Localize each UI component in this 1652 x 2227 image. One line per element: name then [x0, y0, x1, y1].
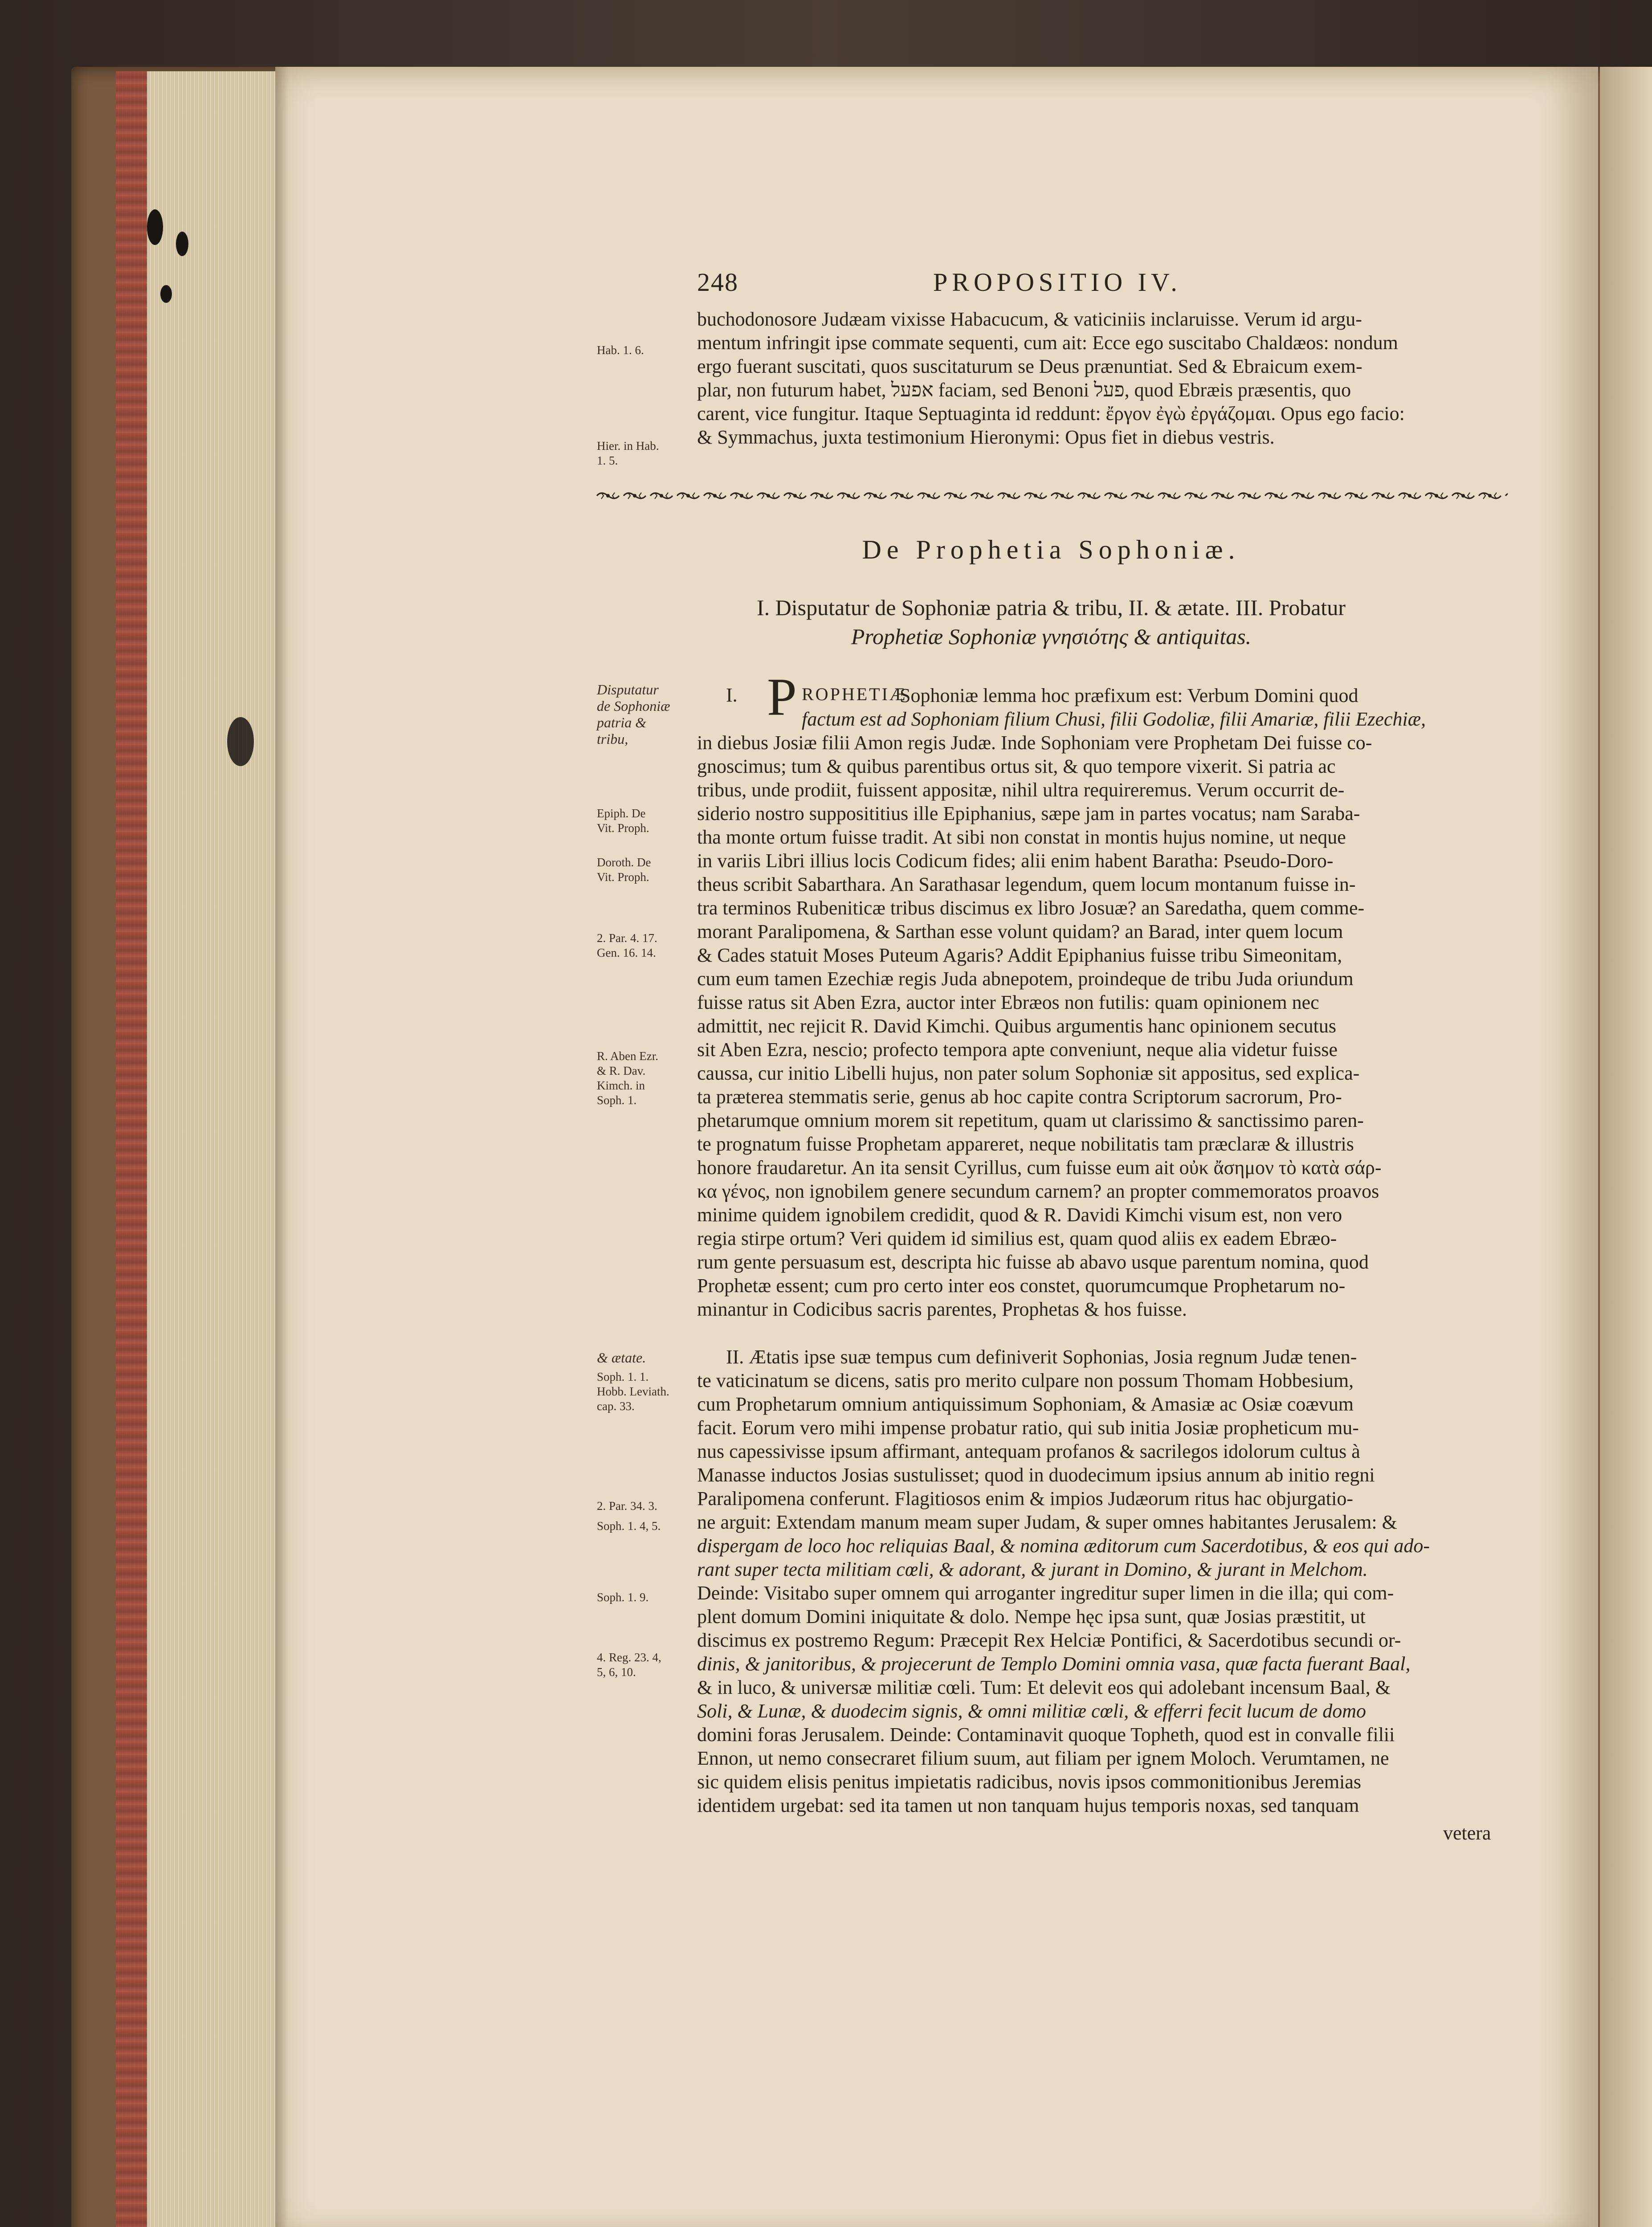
- first-word-small-caps: ROPHETIÆ: [802, 684, 907, 704]
- margin-note-line: Vit. Proph.: [597, 821, 649, 835]
- facing-page-edge: [1600, 67, 1652, 2227]
- text-line: te prognatum fuisse Prophetam appareret, neque nobilitatis tam præclaræ & illustris: [697, 1133, 1354, 1155]
- text-line: tribus, unde prodiit, fuissent appositæ, nihil ultra requireremus. Verum occurrit de-: [697, 779, 1345, 801]
- text-line: domini foras Jerusalem. Deinde: Contaminavit quoque Topheth, quod est in convalle filii: [697, 1724, 1395, 1746]
- text-line: sit Aben Ezra, nescio; profecto tempora apte conveniunt, neque alia videtur fuisse: [697, 1039, 1338, 1060]
- text-line: tra terminos Rubeniticæ tribus discimus ex libro Josuæ? an Saredatha, quem comme-: [697, 897, 1365, 919]
- ornament-band: [595, 489, 1508, 502]
- text-line: rant super tecta militiam cœli, & adorant, & jurant in Domino, & jurant in Melchom.: [697, 1558, 1368, 1580]
- page-number: 248: [697, 268, 738, 297]
- margin-note-line: Epiph. De: [597, 807, 646, 820]
- text-line: cum eum tamen Ezechiæ regis Juda abnepotem, proindeque de tribu Juda oriundum: [697, 968, 1354, 990]
- section-title: De Prophetia Sophoniæ.: [862, 535, 1240, 564]
- text-line: ergo fuerant suscitati, quos suscitaturum se Deus prænuntiat. Sed & Ebraicum exem-: [697, 355, 1362, 377]
- text-line: rum gente persuasum est, descripta hic fuisse ab abavo usque parentum nomina, quod: [697, 1251, 1369, 1273]
- text-line: morant Paralipomena, & Sarthan esse volunt quidam? an Barad, inter quem locum: [697, 921, 1343, 942]
- margin-note: [597, 855, 686, 885]
- text-line: identidem urgebat: sed ita tamen ut non tanquam hujus temporis noxas, sed tanquam: [697, 1795, 1359, 1816]
- text-line: caussa, cur initio Libelli hujus, non pater solum Sophoniæ sit appositus, sed explica-: [697, 1062, 1360, 1084]
- text-line: Paralipomena conferunt. Flagitiosos enim & impios Judæorum ritus hac objurgatio-: [697, 1488, 1353, 1509]
- ink-blot: [160, 285, 172, 303]
- margin-note-line: 4. Reg. 23. 4,: [597, 1651, 661, 1664]
- margin-note: [597, 1590, 686, 1605]
- text-line: gnoscimus; tum & quibus parentibus ortus sit, & quo tempore vixerit. Si patria ac: [697, 755, 1336, 777]
- text-line: cum Prophetarum omnium antiquissimum Sophoniam, & Amasiæ ac Osiæ coævum: [697, 1393, 1354, 1415]
- paragraph-number: I.: [726, 684, 738, 706]
- text-line: factum est ad Sophoniam filium Chusi, filii Godoliæ, filii Amariæ, filii Ezechiæ,: [802, 708, 1426, 730]
- margin-note-line: Vit. Proph.: [597, 870, 649, 884]
- margin-note: [597, 1499, 686, 1513]
- text-line: dispergam de loco hoc reliquias Baal, & nomina æditorum cum Sacerdotibus, & eos qui ado-: [697, 1535, 1430, 1557]
- text-line: Ennon, ut nemo consecraret filium suum, aut filiam per ignem Moloch. Verumtamen, ne: [697, 1747, 1389, 1769]
- margin-note-line: R. Aben Ezr.: [597, 1049, 658, 1063]
- text-line: Soli, & Lunæ, & duodecim signis, & omni militiæ cœli, & efferri fecit lucum de domo: [697, 1700, 1366, 1722]
- text-line: II. Ætatis ipse suæ tempus cum definiverit Sophonias, Josia regnum Judæ tenen-: [726, 1346, 1357, 1368]
- margin-note-line: Gen. 16. 14.: [597, 946, 656, 959]
- text-line: theus scribit Sabarthara. An Sarathasar legendum, quem locum montanum fuisse in-: [697, 873, 1356, 895]
- catchword: vetera: [1443, 1822, 1491, 1844]
- margin-note: 1. 5.: [597, 454, 618, 467]
- text-line: ta præterea stemmatis serie, genus ab hoc capite contra Scriptorum sacrorum, Pro-: [697, 1086, 1342, 1108]
- margin-note-line: 2. Par. 34. 3.: [597, 1499, 657, 1513]
- text-line: facit. Eorum vero mihi impense probatur ratio, qui sub initia Josiæ propheticum mu-: [697, 1417, 1359, 1439]
- text-line: Deinde: Visitabo super omnem qui arroganter ingreditur super limen in die illa; qui com-: [697, 1582, 1394, 1604]
- text-line: siderio nostro supposititius ille Epiphanius, sæpe jam in partes vocatus; nam Saraba-: [697, 803, 1360, 824]
- text-line: Sophoniæ lemma hoc præfixum est: Verbum Domini quod: [900, 685, 1358, 706]
- text-line: te vaticinatum se dicens, satis pro merito culpare non possum Thomam Hobbesium,: [697, 1370, 1354, 1391]
- text-line: mentum infringit ipse commate sequenti, cum ait: Ecce ego suscitabo Chaldæos: nondum: [697, 332, 1398, 354]
- margin-note: [597, 1370, 686, 1414]
- text-line: nus capessivisse ipsum affirmant, antequam profanos & sacrilegos idolorum cultus à: [697, 1440, 1360, 1462]
- text-line: tha monte ortum fuisse tradit. At sibi non constat in montis hujus nomine, ut neque: [697, 826, 1346, 848]
- page-gutter-shadow: [275, 67, 289, 2227]
- text-line: minime quidem ignobilem credidit, quod & R. Davidi Kimchi visum est, non vero: [697, 1204, 1342, 1226]
- margin-heading: [597, 681, 686, 747]
- text-line: fuisse ratus sit Aben Ezra, auctor inter Ebræos non futilis: quam opinionem nec: [697, 991, 1319, 1013]
- margin-note: [597, 806, 686, 836]
- margin-heading-line: Disputatur: [597, 681, 659, 697]
- margin-note: [597, 1650, 686, 1680]
- margin-heading-line: de Sophoniæ: [597, 698, 670, 714]
- margin-note-line: Doroth. De: [597, 856, 651, 869]
- margin-note-line: Soph. 1.: [597, 1093, 637, 1107]
- ink-blot: [227, 717, 254, 766]
- text-line: sic quidem elisis penitus impietatis radicibus, novis ipsos commonitionibus Jeremias: [697, 1771, 1361, 1793]
- margin-note-line: Soph. 1. 9.: [597, 1591, 649, 1604]
- text-line: plent domum Domini iniquitate & dolo. Nempe hęc ipsa sunt, quæ Josias præstitit, ut: [697, 1606, 1366, 1627]
- red-sprinkled-edge: [116, 71, 147, 2227]
- text-line: & in luco, & universæ militiæ cœli. Tum: Et delevit eos qui adolebant incensum Baal, &: [697, 1676, 1391, 1698]
- margin-note: [597, 931, 686, 960]
- margin-note-line: 5, 6, 10.: [597, 1665, 636, 1679]
- text-line: admittit, nec rejicit R. David Kimchi. Quibus argumentis hanc opinionem secutus: [697, 1015, 1337, 1037]
- margin-heading: & ætate.: [597, 1350, 646, 1366]
- margin-note-line: 2. Par. 4. 17.: [597, 931, 657, 945]
- text-line: κα γένος, non ignobilem genere secundum carnem? an propter commemoratos proavos: [697, 1180, 1379, 1202]
- text-line: in diebus Josiæ filii Amon regis Judæ. Inde Sophoniam vere Prophetam Dei fuisse co-: [697, 732, 1372, 754]
- text-line: in variis Libri illius locis Codicum fides; alii enim habent Baratha: Pseudo-Doro-: [697, 850, 1334, 872]
- margin-note-line: & R. Dav.: [597, 1064, 646, 1077]
- margin-note-line: Kimch. in: [597, 1079, 645, 1092]
- margin-heading-line: patria &: [597, 714, 647, 730]
- margin-note-line: Hobb. Leviath.: [597, 1385, 669, 1398]
- text-line: Prophetæ essent; cum pro certo inter eos constet, quorumcumque Prophetarum no-: [697, 1275, 1346, 1297]
- margin-note: Hab. 1. 6.: [597, 343, 644, 357]
- text-line: discimus ex postremo Regum: Præcepit Rex Helciæ Pontifici, & Sacerdotibus secundi or-: [697, 1629, 1401, 1651]
- section-summary-line: I. Disputatur de Sophoniæ patria & tribu, II. & ætate. III. Probatur: [757, 595, 1346, 620]
- text-line: minantur in Codicibus sacris parentes, Prophetas & hos fuisse.: [697, 1298, 1187, 1320]
- margin-note-line: Soph. 1. 4, 5.: [597, 1519, 661, 1533]
- margin-note-line: cap. 33.: [597, 1399, 635, 1413]
- ink-blot: [176, 232, 188, 256]
- margin-note: [597, 1049, 686, 1108]
- text-line: & Cades statuit Moses Puteum Agaris? Addit Epiphanius fuisse tribu Simeonitam,: [697, 944, 1342, 966]
- text-line: dinis, & janitoribus, & projecerunt de Templo Domini omnia vasa, quæ facta fuerant Baal,: [697, 1653, 1411, 1675]
- section-summary-line: Prophetiæ Sophoniæ γνησιότης & antiquitas.: [851, 624, 1252, 649]
- text-line: carent, vice fungitur. Itaque Septuaginta id reddunt: ἔργον ἐγὼ ἐργάζομαι. Opus ego facio:: [697, 403, 1405, 424]
- margin-note: [597, 1519, 686, 1534]
- text-line: ne arguit: Extendam manum meam super Judam, & super omnes habitantes Jerusalem: &: [697, 1511, 1397, 1533]
- text-line: plar, non futurum habet, אפעל faciam, sed Benoni פעל, quod Ebræis præsentis, quo: [697, 379, 1351, 401]
- text-line: buchodonosore Judæam vixisse Habacucum, & vaticiniis inclaruisse. Verum id argu-: [697, 308, 1362, 330]
- ink-blot: [147, 209, 163, 245]
- running-header: PROPOSITIO IV.: [933, 268, 1182, 297]
- text-line: phetarumque omnium morem sit repetitum, quam ut clarissimo & sanctissimo paren-: [697, 1109, 1364, 1131]
- margin-note: Hier. in Hab.: [597, 439, 659, 453]
- drop-cap: P: [767, 667, 797, 726]
- margin-heading-line: tribu,: [597, 731, 628, 747]
- margin-note-line: Soph. 1. 1.: [597, 1370, 649, 1383]
- text-line: honore fraudaretur. An ita sensit Cyrillus, cum fuisse eum ait οὐκ ἄσημον τὸ κατὰ σάρ-: [697, 1157, 1382, 1179]
- text-line: & Symmachus, juxta testimonium Hieronymi: Opus fiet in diebus vestris.: [697, 426, 1275, 448]
- text-line: regia stirpe ortum? Veri quidem id similius est, quam quod aliis ex eadem Ebræo-: [697, 1228, 1337, 1249]
- text-line: Manasse inductos Josias sustulisset; quod in duodecimum ipsius annum ab initio regni: [697, 1464, 1375, 1486]
